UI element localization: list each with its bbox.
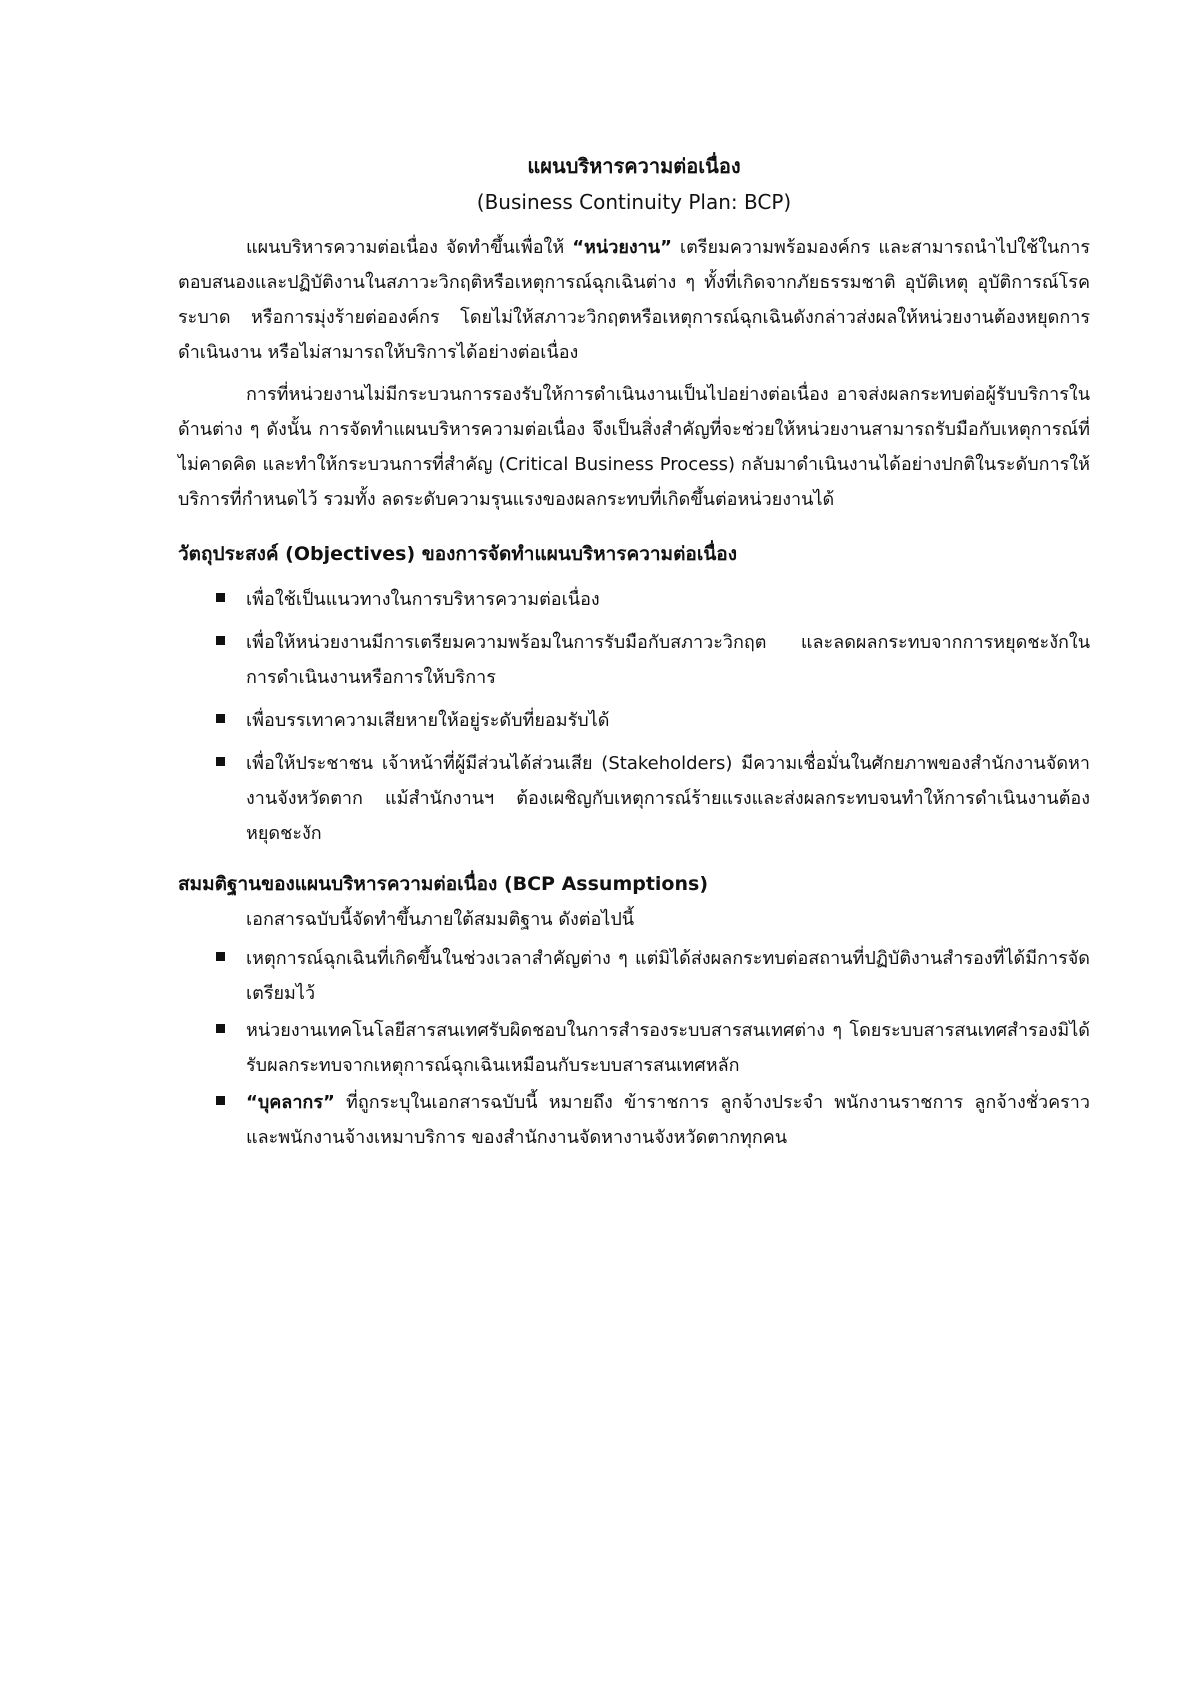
objective-text: เพื่อให้ประชาชน เจ้าหน้าที่ผู้มีส่วนได้ส่วนเสีย (Stakeholders) มีความเชื่อมั่นในศักยภาพของสำนักงานจัดหางานจังหวัดตาก แม้สำนักงานฯ ต้องเผชิญกับเหตุการณ์ร้ายแรงและส่งผลกระทบจนทำให้การดำเนินงานต้องหยุดชะงัก [246,753,1090,844]
assumption-text: ที่ถูกระบุในเอกสารฉบับนี้ หมายถึง ข้าราชการ ลูกจ้างประจำ พนักงานราชการ ลูกจ้างชั่วคราว และพนักงานจ้างเหมาบริการ ของสำนักงานจัดหางานจังหวัดตากทุกคน [246,1092,1090,1148]
list-item [178,1013,1090,1083]
square-bullet-icon [216,952,225,961]
intro-paragraph-1 [178,230,1090,370]
objective-text: เพื่อบรรเทาความเสียหายให้อยู่ระดับที่ยอมรับได้ [246,710,610,731]
intro-p1-text-start: แผนบริหารความต่อเนื่อง จัดทำขึ้นเพื่อให้ [246,237,573,258]
intro-p1-bold-term: “หน่วยงาน” [572,237,672,258]
objective-text: เพื่อให้หน่วยงานมีการเตรียมความพร้อมในการรับมือกับสภาวะวิกฤต และลดผลกระทบจากการหยุดชะงักในการดำเนินงานหรือการให้บริการ [246,632,1090,688]
assumptions-list [178,941,1090,1155]
document-subtitle: (Business Continuity Plan: BCP) [476,190,792,214]
list-item [178,746,1090,851]
intro-p1-text-end: เตรียมความพร้อมองค์กร และสามารถนำไปใช้ในการตอบสนองและปฏิบัติงานในสภาวะวิกฤติหรือเหตุการณ์ฉุกเฉินต่าง ๆ ทั้งที่เกิดจากภัยธรรมชาติ อุบัติเหตุ อุบัติการณ์โรคระบาด หรือการมุ่งร้ายต่อองค์กร โดยไม่ให้สภาวะวิกฤตหรือเหตุการณ์ฉุกเฉินดังกล่าวส่งผลให้หน่วยงานต้องหยุดการดำเนินงาน หรือไม่สามารถให้บริการได้อย่างต่อเนื่อง [178,237,1091,363]
objective-text: เพื่อใช้เป็นแนวทางในการบริหารความต่อเนื่อง [246,589,600,610]
assumption-text: หน่วยงานเทคโนโลยีสารสนเทศรับผิดชอบในการสำรองระบบสารสนเทศต่าง ๆ โดยระบบสารสนเทศสำรองมิได้รับผลกระทบจากเหตุการณ์ฉุกเฉินเหมือนกับระบบสารสนเทศหลัก [246,1020,1090,1076]
document-body [178,148,1090,1157]
assumption-text: เหตุการณ์ฉุกเฉินที่เกิดขึ้นในช่วงเวลาสำคัญต่าง ๆ แต่มิได้ส่งผลกระทบต่อสถานที่ปฏิบัติงานสำรองที่ได้มีการจัดเตรียมไว้ [246,948,1090,1004]
intro-paragraph-2: การที่หน่วยงานไม่มีกระบวนการรองรับให้การดำเนินงานเป็นไปอย่างต่อเนื่อง อาจส่งผลกระทบต่อผู้รับบริการในด้านต่าง ๆ ดังนั้น การจัดทำแผนบริหารความต่อเนื่อง จึงเป็นสิ่งสำคัญที่จะช่วยให้หน่วยงานสามารถรับมือกับเหตุการณ์ที่ไม่คาดคิด และทำให้กระบวนการที่สำคัญ (Critical Business Process) กลับมาดำเนินงานได้อย่างปกติในระดับการให้บริการที่กำหนดไว้ รวมทั้ง ลดระดับความรุนแรงของผลกระทบที่เกิดขึ้นต่อหน่วยงานได้ [178,384,1090,510]
list-item [178,1085,1090,1155]
objectives-list [178,582,1090,851]
square-bullet-icon [216,757,225,766]
assumptions-intro: เอกสารฉบับนี้จัดทำขึ้นภายใต้สมมติฐาน ดังต่อไปนี้ [246,909,635,930]
assumption-bold-term: “บุคลากร” [246,1092,335,1113]
square-bullet-icon [216,593,225,602]
list-item [178,582,1090,617]
assumptions-heading: สมมติฐานของแผนบริหารความต่อเนื่อง (BCP Assumptions) [178,873,709,895]
square-bullet-icon [216,714,225,723]
square-bullet-icon [216,1096,225,1105]
square-bullet-icon [216,1024,225,1033]
document-title: แผนบริหารความต่อเนื่อง [527,154,741,178]
square-bullet-icon [216,636,225,645]
list-item [178,625,1090,695]
objectives-heading: วัตถุประสงค์ (Objectives) ของการจัดทำแผนบริหารความต่อเนื่อง [178,543,737,565]
list-item [178,703,1090,738]
list-item [178,941,1090,1011]
